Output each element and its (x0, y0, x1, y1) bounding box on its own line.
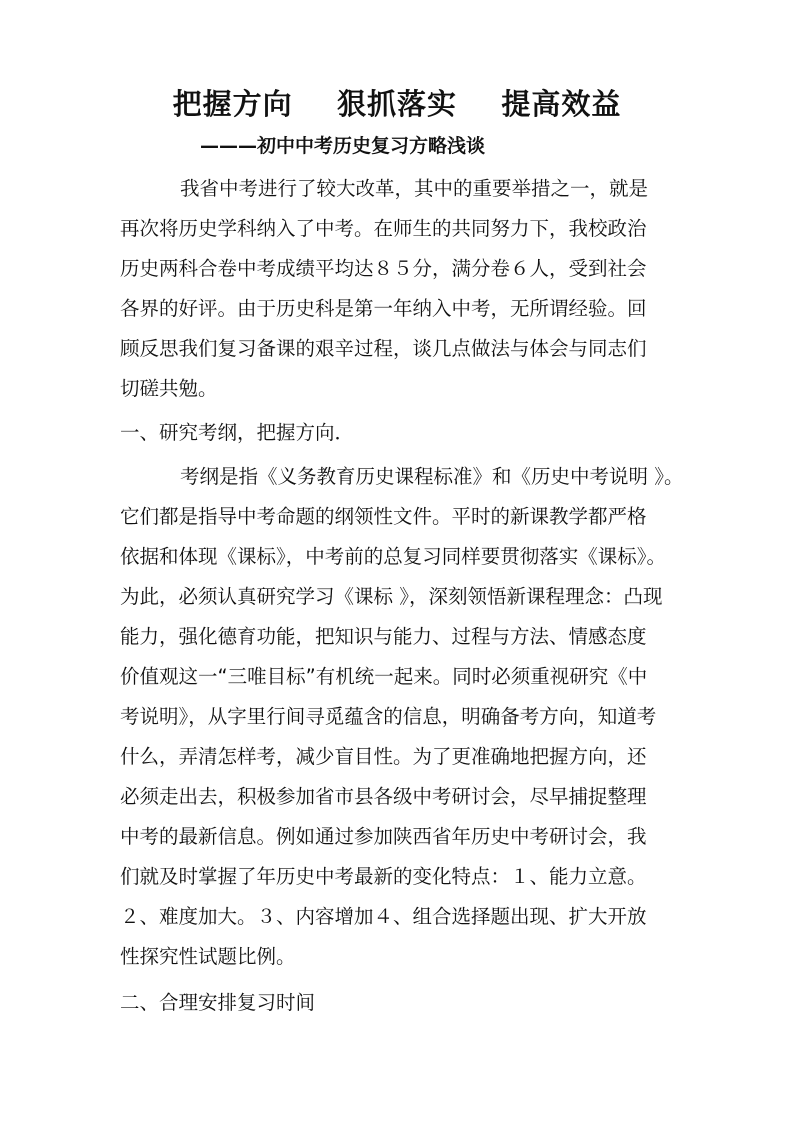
paragraph-line: 切磋共勉。 (120, 377, 218, 400)
paragraph-line: 考说明》，从字里行间寻觅蕴含的信息，明确备考方向，知道考 (120, 705, 657, 728)
section-heading: 一、研究考纲，把握方向． (120, 421, 355, 444)
paragraph-line: 能力，强化德育功能，把知识与能力、过程与方法、情感态度 (120, 625, 647, 648)
section-heading: 二、合理安排复习时间 (120, 991, 316, 1014)
paragraph-line: 历史两科合卷中考成绩平均达８５分，满分卷６人，受到社会 (120, 257, 647, 280)
paragraph-line: 为此，必须认真研究学习《课标 》，深刻领悟新课程理念：凸现 (120, 585, 663, 608)
paragraph-line: 我省中考进行了较大改革，其中的重要举措之一，就是 (180, 177, 649, 200)
paragraph-line: 它们都是指导中考命题的纲领性文件。平时的新课教学都严格 (120, 505, 647, 528)
paragraph-line: 什么，弄清怎样考，减少盲目性。为了更准确地把握方向，还 (120, 745, 647, 768)
paragraph-line: 再次将历史学科纳入了中考。在师生的共同努力下，我校政治 (120, 217, 647, 240)
document-title: 把握方向 狠抓落实 提高效益 (172, 87, 622, 121)
paragraph-line: 各界的好评。由于历史科是第一年纳入中考，无所谓经验。回 (120, 297, 647, 320)
paragraph-line: 考纲是指《义务教育历史课程标准》和《历史中考说明 》。 (180, 465, 684, 488)
paragraph-line: ２、难度加大。３、内容增加４、组合选择题出现、扩大开放 (120, 905, 647, 928)
paragraph-line: 顾反思我们复习备课的艰辛过程，谈几点做法与体会与同志们 (120, 337, 647, 360)
paragraph-line: 必须走出去，积极参加省市县各级中考研讨会，尽早捕捉整理 (120, 785, 647, 808)
paragraph-line: 价值观这一“三唯目标”有机统一起来。同时必须重视研究《中 (120, 665, 648, 688)
paragraph-line: 们就及时掌握了年历史中考最新的变化特点：１、能力立意。 (120, 865, 647, 888)
document-subtitle: ———初中中考历史复习方略浅谈 (200, 135, 486, 157)
paragraph-line: 性探究性试题比例。 (120, 945, 296, 968)
paragraph-line: 依据和体现《课标》，中考前的总复习同样要贯彻落实《课标》。 (120, 545, 667, 568)
paragraph-line: 中考的最新信息。例如通过参加陕西省年历史中考研讨会，我 (120, 825, 647, 848)
